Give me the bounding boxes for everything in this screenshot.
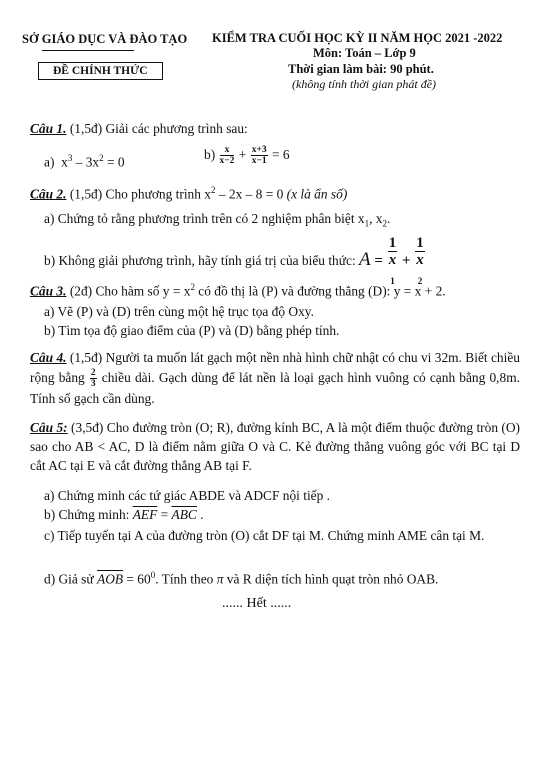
q4-label: Câu 4. xyxy=(30,350,67,365)
q5-part-a: a) Chứng minh các tứ giác ABDE và ADCF nội tiếp . xyxy=(44,488,331,503)
q5-label: Câu 5: xyxy=(30,420,68,435)
q3-part-a: a) Vẽ (P) và (D) trên cùng một hệ trục tọa độ Oxy. xyxy=(44,304,314,319)
exam-duration: Thời gian làm bài: 90 phút. xyxy=(288,62,434,76)
fraction: $\frac{x}{x-2}$ xyxy=(219,145,235,167)
q3-label: Câu 3. xyxy=(30,283,67,299)
q2-part-b: b) Không giải phương trình, hãy tính giá trị của biểu thức: A = 1 x $_1$ + 1 x $_2$ xyxy=(44,235,426,289)
end-marker: ...... Hết ...... xyxy=(222,596,292,611)
q2-intro: Câu 2. (1,5đ) Cho phương trình $x^2 - 2x - 8 = 0$ (x là ẩn số) xyxy=(30,185,348,202)
official-label: ĐỀ CHÍNH THỨC xyxy=(38,62,163,80)
exam-title: KIỂM TRA CUỐI HỌC KỲ II NĂM HỌC 2021 -2022 xyxy=(212,31,503,45)
exam-subject: Môn: Toán – Lớp 9 xyxy=(313,46,416,60)
q1-part-a: a) $x^3 - 3x^2 = 0$ xyxy=(44,153,125,170)
q3-intro: Câu 3. (2đ) Cho hàm số $y = x^2$ có đồ thị là (P) và đường thẳng (D): y = x + 2. xyxy=(30,282,446,299)
fraction: 1 x $_1$ xyxy=(388,235,397,286)
q1-intro: Câu 1. (1,5đ) Giải các phương trình sau: xyxy=(30,121,248,136)
duration-note: (không tính thời gian phát đề) xyxy=(292,77,437,91)
q2-part-a: a) Chứng tỏ rằng phương trình trên có 2 nghiệm phân biệt $x_1$, $x_2$. xyxy=(44,211,391,229)
q4-text: Câu 4. (1,5đ) Người ta muốn lát gạch một nền nhà hình chữ nhật có chu vi 32m. Biết chiều rộng bằng $\frac{2}{3}$ chiều dài. Gạch dùng để lát nền là loại gạch hình vuông có cạnh bằng 0,8m. Tính số gạch cần dùng. xyxy=(30,350,520,407)
q5-part-b: b) Chứng minh: $\overline{AEF} = \overline{ABC}$ . xyxy=(44,507,204,522)
fraction: $\frac{2}{3}$ xyxy=(90,368,96,390)
header-divider xyxy=(42,50,134,51)
department-name: SỞ GIÁO DỤC VÀ ĐÀO TẠO xyxy=(22,32,188,46)
q5-part-d: d) Giả sử $\overline{AOB} = 60^0$. Tính theo π và R diện tích hình quạt tròn nhỏ OAB. xyxy=(44,570,439,587)
q2-label: Câu 2. xyxy=(30,186,67,202)
q1-label: Câu 1. xyxy=(30,121,67,136)
q3-part-b: b) Tìm tọa độ giao điểm của (P) và (D) bằng phép tính. xyxy=(44,323,340,338)
q1-part-b: b) $\frac{x}{x-2}$ + $\frac{x+3}{x-1}$ = 6 xyxy=(204,145,290,167)
q5-part-c: c) Tiếp tuyến tại A của đường tròn (O) cắt DF tại M. Chứng minh AME cân tại M. xyxy=(44,528,485,543)
fraction: $\frac{x+3}{x-1}$ xyxy=(251,145,267,167)
fraction: 1 x $_2$ xyxy=(416,235,424,286)
q5-text: Câu 5: (3,5đ) Cho đường tròn (O; R), đường kính BC, A là một điểm thuộc đường tròn (O) sao cho AB < AC, D là điểm nằm giữa O và C. Kẻ đường thẳng vuông góc với BC tại D cắt AC tại E và cắt đường thẳng AB tại F. xyxy=(30,420,521,473)
